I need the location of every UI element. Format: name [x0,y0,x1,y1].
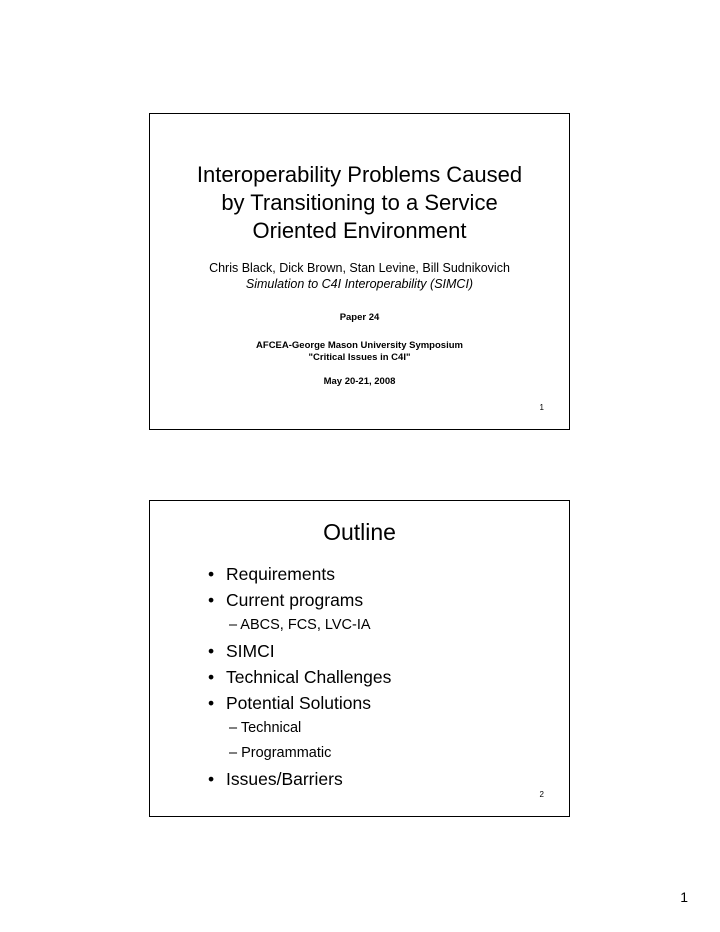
list-item-label: Current programs [226,590,364,610]
slide-2 [149,500,570,817]
list-item-label: Potential Solutions [226,693,371,713]
sub-list-item [206,716,391,741]
bullet-icon: • [208,667,215,687]
page-number: 1 [680,889,688,905]
slide-number: 1 [539,403,544,412]
outline-list [206,561,391,792]
list-item-label: SIMCI [226,641,275,661]
symposium-line-1: AFCEA-George Mason University Symposium [256,340,463,351]
paper-label: Paper 24 [339,312,380,323]
date: May 20-21, 2008 [323,376,396,387]
list-item-label: Requirements [226,564,335,584]
bullet-icon: • [208,590,215,610]
subtitle: Simulation to C4I Interoperability (SIMCI) [245,277,474,291]
slide-1 [149,113,570,430]
bullet-icon: • [208,693,215,713]
slide-number: 2 [539,790,544,799]
bullet-icon: • [208,641,215,661]
authors: Chris Black, Dick Brown, Stan Levine, Bill Sudnikovich [209,261,510,275]
list-item-label: Technical Challenges [226,667,392,687]
list-item [206,638,391,664]
list-item [206,561,391,587]
symposium-line-2: "Critical Issues in C4I" [308,352,411,363]
outline-title: Outline [323,519,396,545]
title-line-3: Oriented Environment [252,218,467,243]
list-item-label: Issues/Barriers [226,769,343,789]
bullet-icon: • [208,769,215,789]
title-line-1: Interoperability Problems Caused [196,162,523,187]
bullet-icon: • [208,564,215,584]
sub-list-item [206,613,391,638]
sub-list-item-label: – Technical [229,720,302,736]
list-item [206,690,391,716]
slide-1-title [150,161,569,245]
sub-list-item-label: – ABCS, FCS, LVC-IA [229,617,371,633]
list-item [206,766,391,792]
list-item [206,587,391,613]
sub-list-item-label: – Programmatic [229,745,332,761]
list-item [206,664,391,690]
sub-list-item [206,741,391,766]
title-line-2: by Transitioning to a Service [221,190,498,215]
